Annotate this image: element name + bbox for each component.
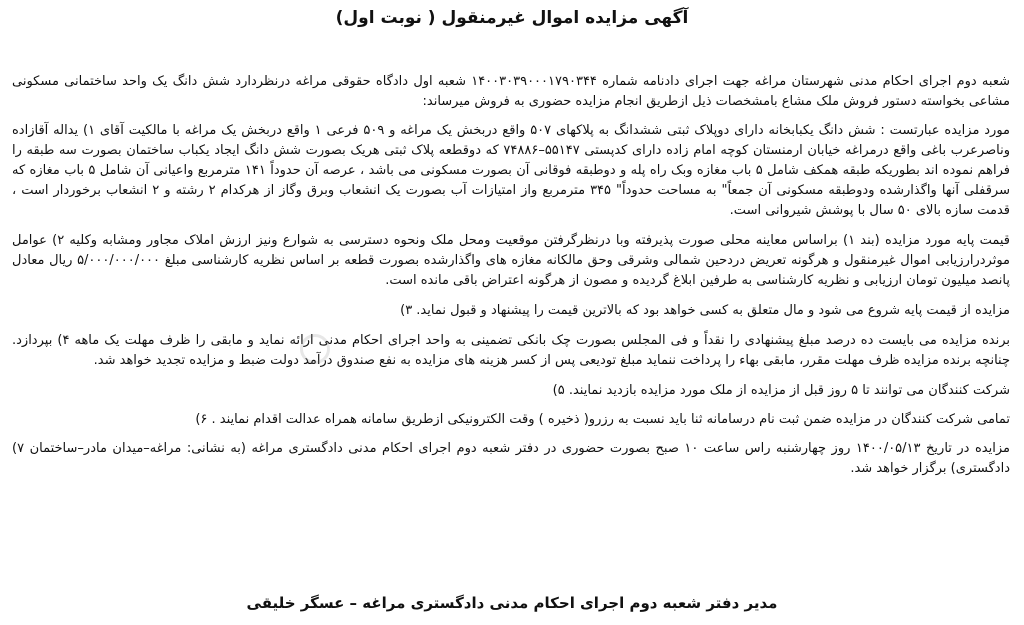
paragraph-item-2-base-price: قیمت پایه مورد مزایده (بند ۱) براساس معاینه محلی صورت پذیرفته وبا درنظرگرفتن موقعیت ومحل ملک ونحوه دسترسی به شوارع ونیز ارزش املاک مجاور ومشابه وکلیه ۲) عوامل موثردرارزیابی اموال غیرمنقول و هرگونه تعریض دردحین شمالی وشرقی وحق مالکانه مغازه های واگذارشده بصورت قطعه بر اساس نظریه کارشناسی مبلغ ۵/۰۰۰/۰۰۰/۰۰۰ ریال معادل پانصد میلیون تومان ارزیابی و نظریه کارشناسی به طرفین ابلاغ گردیده و مصون از هرگونه اعتراض باقی مانده است. [12, 233, 1011, 288]
notice-title: آگهی مزایده اموال غیرمنقول ( نوبت اول) [335, 8, 689, 28]
notice-body [12, 72, 1010, 487]
paragraph-item-1-property: مورد مزایده عبارتست : شش دانگ یکبابخانه دارای دوپلاک ثبتی ششدانگ به پلاکهای ۵۰۷ واقع دربخش یک مراغه و ۵۰۹ فرعی ۱ واقع دربخش یک مراغه با مالکیت آقای ۱) یداله آقازاده وناصرعرب باغی واقع درمراغه خیابان ارمنستان کوچه امام زاده دارای کدپستی ۵۵۱۴۷–۷۴۸۸۶ که دوقطعه پلاک ثبتی هریک بصورت شش دانگ ایجاد یکباب ساختمان بصورت سه طبقه را فراهم نموده اند بطوریکه طبقه همکف شامل ۵ باب مغازه وبک راه پله و دوطبقه فوقانی آن بصورت مسکونی می باشد ، عرصه آن حدوداً ۱۴۱ مترمربع واعیانی آن شامل ۵ باب مغازه که سرقفلی آنها واگذارشده ودوطبقه مسکونی آن جمعاً" به مساحت حدوداً" ۳۴۵ مترمربع واز امتیازات آب بصورت یک انشعاب وبرق وگاز از هرکدام ۲ رشته و ۲ انشعاب برخوردار است ، قدمت سازه بالای ۵۰ سال با پوشش شیروانی است. [12, 123, 1011, 218]
paragraph-intro: شعبه دوم اجرای احکام مدنی شهرستان مراغه جهت اجرای دادنامه شماره ۱۴۰۰۳۰۳۹۰۰۰۱۷۹۰۳۴۴ شعبه اول دادگاه حقوقی مراغه درنظردارد شش دانگ یک واحد ساختمانی مسکونی مشاعی بخواسته دستور فروش ملک مشاع بامشخصات ذیل ازطریق انجام مزایده حضوری به فروش میرساند: [12, 74, 1010, 109]
paragraph-item-5-visit: شرکت کنندگان می توانند تا ۵ روز قبل از مزایده از ملک مورد مزایده بازدید نمایند. ۵) [552, 383, 1010, 398]
paragraph-item-6-registration: تمامی شرکت کنندگان در مزایده ضمن ثبت نام درسامانه ثنا باید نسبت به رزرو( ذخیره ) وقت الکترونیکی ازطریق سامانه همراه عدالت اقدام نمایند . ۶) [195, 412, 1010, 427]
paragraph-item-3-start: مزایده از قیمت پایه شروع می شود و مال متعلق به کسی خواهد بود که بالاترین قیمت را پیشنهاد و قبول نماید. ۳) [400, 303, 1010, 318]
paragraph-item-7-date: مزایده در تاریخ ۱۴۰۰/۰۵/۱۳ روز چهارشنبه راس ساعت ۱۰ صبح بصورت حضوری در دفتر شعبه دوم اجرای احکام مدنی دادگستری مراغه (به نشانی: مراغه–میدان مادر–ساختمان ۷) دادگستری) برگزار خواهد شد. [12, 441, 1010, 476]
signature-line: مدیر دفتر شعبه دوم اجرای احکام مدنی دادگستری مراغه – عسگر خلیقی [246, 594, 778, 612]
paragraph-item-4-payment: برنده مزایده می بایست ده درصد مبلغ پیشنهادی را نقداً و فی المجلس بصورت چک بانکی تضمینی به واحد اجرای احکام مدنی ارائه نماید و مابقی را ظرف مهلت یک ماهه ۴) بپردازد. چنانچه برنده مزایده ظرف مهلت مقرر، مابقی بهاء را پرداخت ننماید مبلغ تودیعی پس از کسر هزینه های مزایده به نفع صندوق درآمد دولت ضبط و مزایده تجدید خواهد شد. [12, 333, 1010, 368]
